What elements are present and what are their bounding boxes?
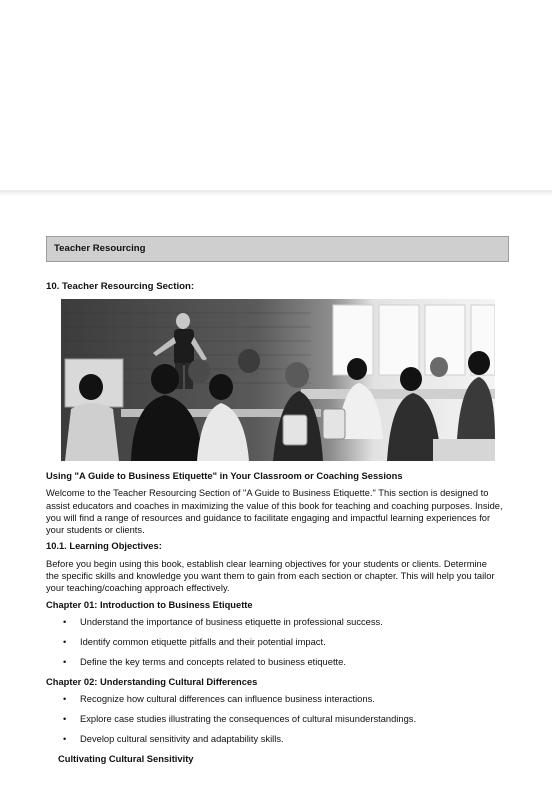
chapter-02-objectives xyxy=(46,693,512,745)
objectives-paragraph xyxy=(46,558,512,595)
chapter-01-objectives xyxy=(46,616,512,668)
chapter-02-title: Chapter 02: Understanding Cultural Differences xyxy=(46,676,258,687)
objectives-heading: 10.1. Learning Objectives: xyxy=(46,541,162,552)
list-item: • Define the key terms and concepts related to business etiquette. xyxy=(46,656,512,668)
intro-line: Welcome to the Teacher Resourcing Section of "A Guide to Business Etiquette." This section is designed to xyxy=(46,488,489,499)
document-body xyxy=(46,470,512,766)
section-banner: Teacher Resourcing xyxy=(46,236,509,262)
blank-page-area xyxy=(0,0,552,192)
section-heading: 10. Teacher Resourcing Section: xyxy=(46,281,195,292)
list-item: • Identify common etiquette pitfalls and their potential impact. xyxy=(46,636,512,648)
objectives-line: the specific skills and knowledge you want them to gain from each section or chapter. This will help you tailor xyxy=(46,571,495,582)
objectives-line: your teaching/coaching approach effectively. xyxy=(46,583,230,594)
chapter-01-title: Chapter 01: Introduction to Business Etiquette xyxy=(46,599,253,610)
intro-paragraph xyxy=(46,487,512,536)
list-item: • Understand the importance of business etiquette in professional success. xyxy=(46,616,512,628)
intro-line: assist educators and coaches in maximizing the value of this book for teaching and coaching purposes. Inside, xyxy=(46,500,503,511)
list-item: • Develop cultural sensitivity and adaptability skills. xyxy=(46,733,512,745)
objectives-line: Before you begin using this book, establish clear learning objectives for your students or clients. Determine xyxy=(46,558,487,569)
list-item: • Explore case studies illustrating the consequences of cultural misunderstandings. xyxy=(46,713,512,725)
intro-line: your students or clients. xyxy=(46,525,145,536)
usage-heading: Using "A Guide to Business Etiquette" in Your Classroom or Coaching Sessions xyxy=(46,471,403,481)
list-item: • Recognize how cultural differences can influence business interactions. xyxy=(46,693,512,705)
subsection-heading: Cultivating Cultural Sensitivity xyxy=(58,754,194,765)
intro-line: you will find a range of resources and guidance to facilitate engaging and impactful learning experiences for xyxy=(46,512,491,523)
page-separator xyxy=(0,190,552,196)
classroom-photo xyxy=(61,299,495,461)
